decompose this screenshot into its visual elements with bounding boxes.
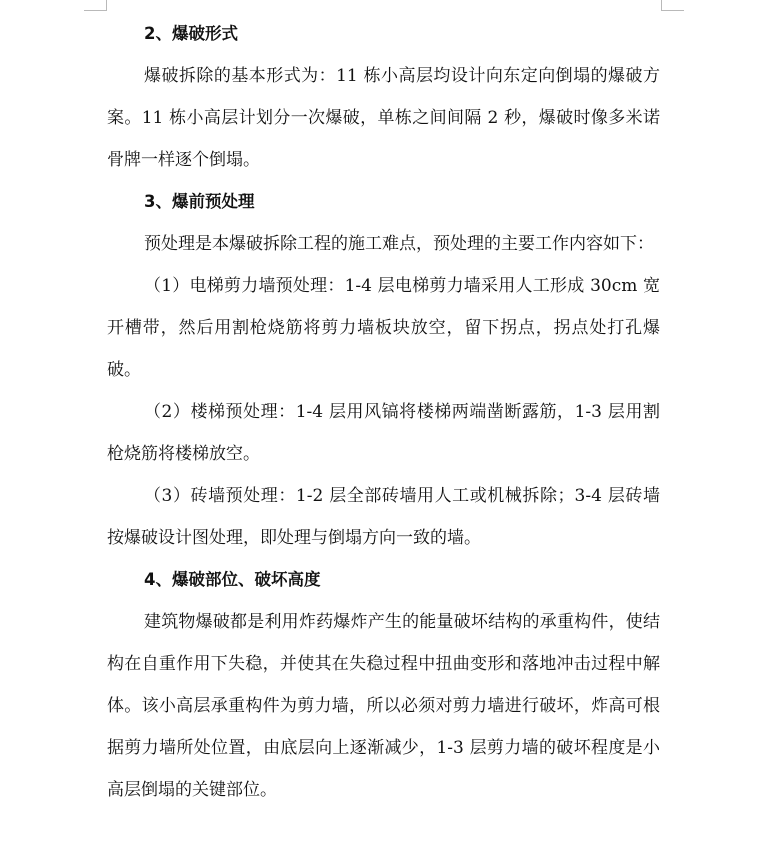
page-corner-mark-left [84,0,107,11]
paragraph-blast-location: 建筑物爆破都是利用炸药爆炸产生的能量破坏结构的承重构件，使结构在自重作用下失稳，并使其在失稳过程中扭曲变形和落地冲击过程中解体。该小高层承重构件为剪力墙，所以必须对剪力墙进行破坏，炸高可根据剪力墙所处位置，由底层向上逐渐减少，1-3 层剪力墙的破坏程度是小高层倒塌的关键部位。 [107,612,660,800]
paragraph-stairs: （2）楼梯预处理：1-4 层用风镐将楼梯两端凿断露筋，1-3 层用割枪烧筋将楼梯放空。 [107,402,660,464]
section-heading-blast-form: 2、爆破形式 [144,24,238,43]
paragraph-brick-wall: （3）砖墙预处理：1-2 层全部砖墙用人工或机械拆除；3-4 层砖墙按爆破设计图处理，即处理与倒塌方向一致的墙。 [107,486,660,548]
section-heading-pretreatment: 3、爆前预处理 [144,192,255,211]
paragraph-pretreatment-intro: 预处理是本爆破拆除工程的施工难点，预处理的主要工作内容如下： [144,234,654,254]
page-corner-mark-right [661,0,684,11]
paragraph-elevator-wall: （1）电梯剪力墙预处理：1-4 层电梯剪力墙采用人工形成 30cm 宽开槽带，然后用割枪烧筋将剪力墙板块放空，留下拐点，拐点处打孔爆破。 [107,276,660,380]
paragraph-blast-form: 爆破拆除的基本形式为：11 栋小高层均设计向东定向倒塌的爆破方案。11 栋小高层计划分一次爆破，单栋之间间隔 2 秒，爆破时像多米诺骨牌一样逐个倒塌。 [107,66,660,170]
section-heading-blast-location: 4、爆破部位、破坏高度 [144,570,321,589]
document-page [107,13,660,811]
